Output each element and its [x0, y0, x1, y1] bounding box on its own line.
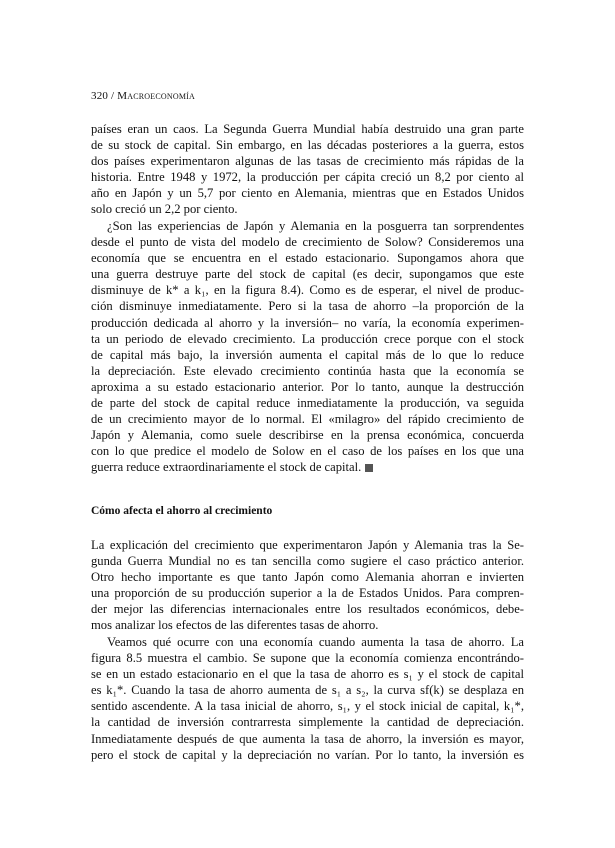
text-line: de parte del stock de capital reduce inmediatamente la producción, va seguida	[91, 396, 524, 411]
text-line: solo creció un 2,2 por ciento.	[91, 202, 238, 217]
text-line: figura 8.5 muestra el cambio. Se supone que la economía comienza encontrándo-	[91, 651, 524, 666]
text-line: ¿Son las experiencias de Japón y Alemania en la posguerra tan sorprendentes	[107, 219, 524, 233]
text-line: sentido ascendente. A la tasa inicial de ahorro, s₁, y el stock inicial de capital, k₁*,	[91, 699, 524, 714]
text-line: con lo que predice el modelo de Solow en el caso de los países en los que una	[91, 444, 524, 459]
running-header	[91, 90, 195, 102]
text-line: La explicación del crecimiento que experimentaron Japón y Alemania tras la Se-	[91, 538, 524, 552]
text-line: historia. Entre 1948 y 1972, la producción per cápita creció un 8,2 por ciento al	[91, 170, 524, 185]
text-line: gunda Guerra Mundial no es tan sencilla como sugiere el caso práctico anterior.	[91, 554, 524, 569]
text-line: se en un estado estacionario en el que la tasa de ahorro es s₁ y el stock de capital	[91, 667, 524, 682]
text-line: de capital más bajo, la inversión aumenta el capital más de lo que lo reduce	[91, 347, 524, 362]
text-line: países eran un caos. La Segunda Guerra Mundial había destruido una gran parte	[91, 122, 524, 136]
text-line: una guerra destruye parte del stock de capital (es decir, supongamos que este	[91, 267, 524, 282]
text-line: disminuye de k* a k₁, en la figura 8.4). Como es de esperar, el nivel de produc-	[91, 283, 524, 298]
text-line: Veamos qué ocurre con una economía cuando aumenta la tasa de ahorro. La	[107, 635, 524, 649]
page-number: 320	[91, 90, 109, 102]
text-line: aproxima a su estado estacionario anterior. Por lo tanto, aunque la destrucción	[91, 379, 524, 394]
text-line: producción dedicada al ahorro y la inversión– no varía, la economía experimen-	[91, 315, 524, 330]
end-of-case-marker	[365, 464, 373, 472]
text-line: de un crecimiento mayor de lo normal. El «milagro» del rápido crecimiento de	[91, 412, 524, 427]
text-line: desde el punto de vista del modelo de crecimiento de Solow? Consideremos una	[91, 235, 524, 250]
paragraph-4	[91, 634, 524, 763]
text-line: una proporción de su producción superior a la de Estados Unidos. Para compren-	[91, 586, 524, 601]
paragraph-3	[91, 537, 524, 634]
text-line: ción disminuye inmediatamente. Pero si la tasa de ahorro –la proporción de la	[91, 299, 524, 314]
text-line-content: guerra reduce extraordinariamente el stock de capital.	[91, 460, 362, 475]
header-separator: /	[108, 90, 118, 102]
text-line: dos países experimentaron algunas de las tasas de crecimiento más rápidas de la	[91, 154, 524, 169]
book-title: Macroeconomía	[117, 90, 195, 102]
text-line: la cantidad de inversión contrarresta simplemente la cantidad de depreciación.	[91, 715, 524, 730]
text-line: pero el stock de capital y la depreciación no varían. Por lo tanto, la inversión es	[91, 747, 524, 762]
text-line: Inmediatamente después de que aumenta la tasa de ahorro, la inversión es mayor,	[91, 731, 524, 746]
paragraph-1	[91, 121, 524, 218]
text-line: de su stock de capital. Sin embargo, en las décadas posteriores a la guerra, estos	[91, 138, 524, 153]
text-line: la depreciación. Este elevado crecimiento continúa hasta que la economía se	[91, 363, 524, 378]
text-line	[91, 459, 524, 475]
text-line: economía que se encuentra en el estado estacionario. Supongamos ahora que	[91, 251, 524, 266]
text-line: Otro hecho importante es que tanto Japón como Alemania ahorran e invierten	[91, 570, 524, 585]
text-line: es k₁*. Cuando la tasa de ahorro aumenta de s₁ a s₂, la curva sf(k) se desplaza en	[91, 683, 524, 698]
text-line: ta un periodo de elevado crecimiento. La producción crece porque con el stock	[91, 331, 524, 346]
text-line: mos analizar los efectos de las diferentes tasas de ahorro.	[91, 618, 379, 633]
text-line: der mejor las diferencias internacionales entre los resultados económicos, debe-	[91, 602, 524, 617]
section-heading: Cómo afecta el ahorro al crecimiento	[91, 505, 273, 517]
text-line: año en Japón y un 5,7 por ciento en Alemania, mientras que en Estados Unidos	[91, 186, 524, 201]
paragraph-2	[91, 218, 524, 476]
text-line: Japón y Alemania, como suele describirse en la prensa económica, concuerda	[91, 428, 524, 443]
